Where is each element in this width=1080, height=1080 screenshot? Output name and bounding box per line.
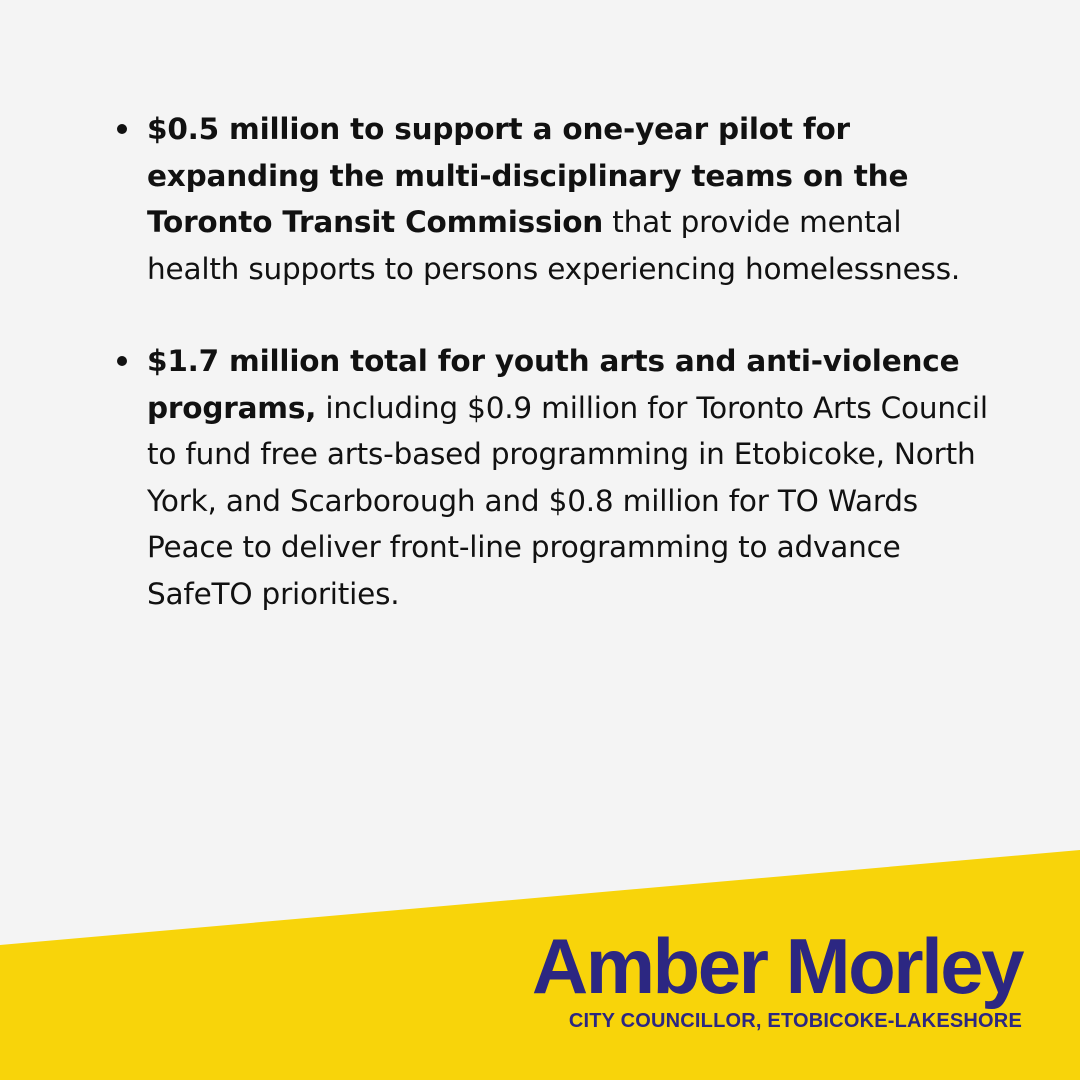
brand-title: CITY COUNCILLOR, ETOBICOKE-LAKESHORE — [568, 1010, 1022, 1032]
bullet-list — [115, 106, 995, 617]
bullet-bold-text: $1.7 million total for youth arts and anti-violence programs, — [147, 344, 960, 425]
bullet-item-tcc-pilot — [115, 106, 995, 292]
brand-signature — [462, 922, 1022, 1033]
bullet-bold-text: $0.5 million to support a one-year pilot for expanding the multi-disciplinary teams on the Toronto Transit Commission — [147, 112, 909, 239]
bullet-item-youth-arts — [115, 338, 995, 617]
bullet-regular-text: including $0.9 million for Toronto Arts Council to fund free arts-based programming in Etobicoke, North York, and Scarborough and $0.8 million for TO Wards Peace to deliver front-line programming to advance SafeTO priorities. — [147, 390, 988, 611]
bullet-dot — [117, 356, 127, 366]
brand-name: Amber Morley — [531, 922, 1022, 1010]
bullet-dot — [117, 124, 127, 134]
bullet-regular-text: that provide mental health supports to persons experiencing homelessness. — [147, 205, 961, 286]
